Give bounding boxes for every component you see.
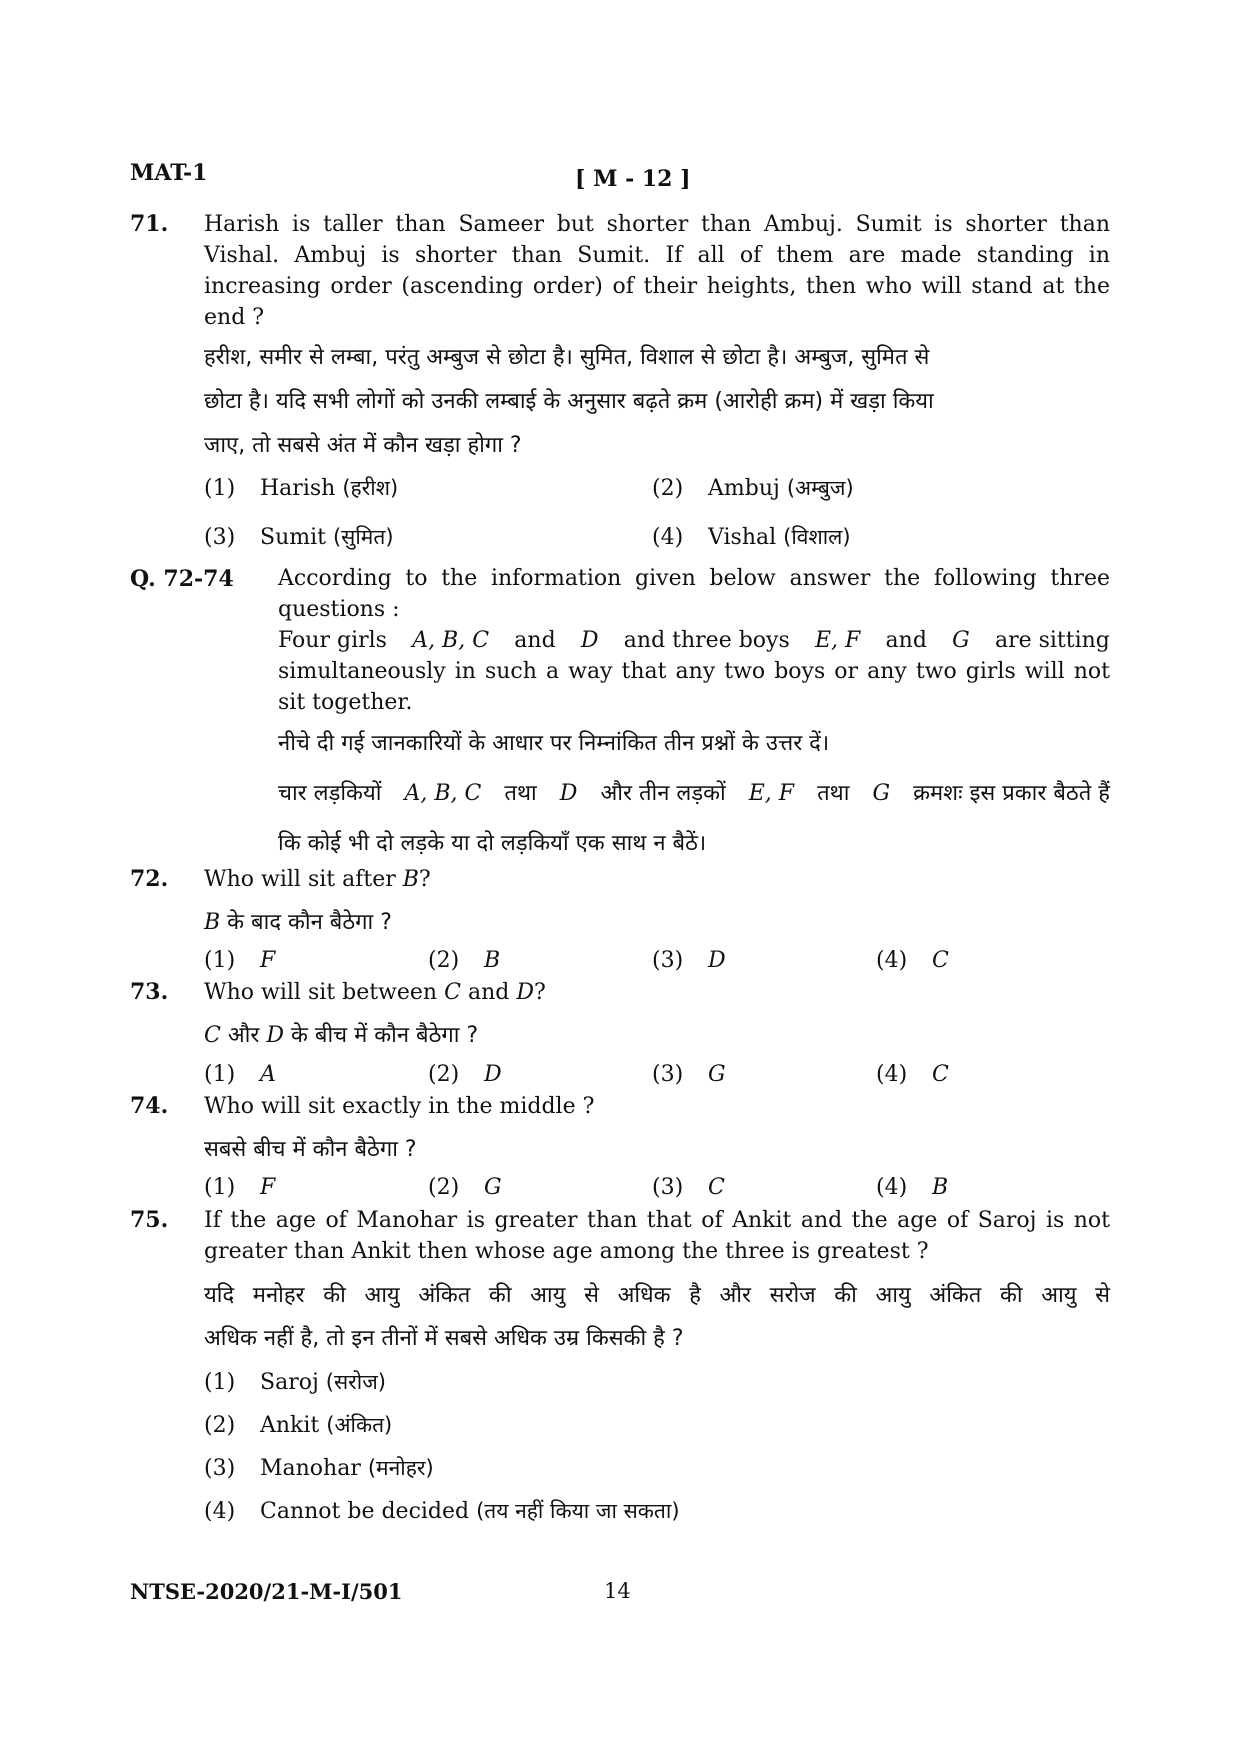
footer-page-number: 14 [604, 1579, 631, 1603]
question-73-option-3: (3) G [652, 1062, 726, 1087]
question-71-hindi-line-1: हरीश, समीर से लम्बा, परंतु अम्बुज से छोटा है। सुमित, विशाल से छोटा है। अम्बुज, सुमित से [204, 345, 930, 370]
question-72-option-1: (1) F [204, 948, 276, 973]
question-75-hindi-line-2: अधिक नहीं है, तो इन तीनों में सबसे अधिक उम्र किसकी है ? [204, 1326, 684, 1351]
passage-english-line-1: Four girls A, B, C and D and three boys E, F and G are sitting [278, 628, 1110, 653]
question-73-option-1: (1) A [204, 1062, 276, 1087]
passage-instruction-line-1: According to the information given below answer the following three [278, 566, 1110, 591]
question-71-option-1: (1) Harish (हरीश) [204, 476, 399, 501]
question-75-option-4: (4) Cannot be decided (तय नहीं किया जा सकता) [204, 1499, 680, 1524]
question-74-option-1: (1) F [204, 1175, 276, 1200]
question-75-option-1: (1) Saroj (सरोज) [204, 1370, 386, 1395]
question-71-option-4: (4) Vishal (विशाल) [652, 525, 851, 550]
question-71-option-3: (3) Sumit (सुमित) [204, 525, 394, 550]
page-label: [ M - 12 ] [575, 166, 691, 192]
question-74-option-4: (4) B [876, 1175, 949, 1200]
question-73-option-4: (4) C [876, 1062, 949, 1087]
question-number-75: 75. [130, 1207, 169, 1233]
question-71-option-2: (2) Ambuj (अम्बुज) [652, 476, 854, 501]
question-74-english: Who will sit exactly in the middle ? [204, 1094, 595, 1119]
question-74-hindi: सबसे बीच में कौन बैठेगा ? [204, 1137, 417, 1162]
question-74-option-3: (3) C [652, 1175, 725, 1200]
question-75-option-2: (2) Ankit (अंकित) [204, 1413, 393, 1438]
question-75-option-3: (3) Manohar (मनोहर) [204, 1456, 434, 1481]
passage-hindi-line-3: कि कोई भी दो लड़के या दो लड़कियाँ एक साथ न बैठें। [278, 831, 707, 856]
passage-english-line-2: simultaneously in such a way that any two boys or any two girls will not [278, 659, 1110, 684]
question-74-option-2: (2) G [428, 1175, 502, 1200]
passage-english-line-3: sit together. [278, 690, 413, 715]
paper-code: MAT-1 [130, 160, 208, 186]
passage-hindi-line-1: नीचे दी गई जानकारियों के आधार पर निम्नांकित तीन प्रश्नों के उत्तर दें। [278, 731, 830, 756]
passage-hindi-line-2: चार लड़कियों A, B, C तथा D और तीन लड़कों E, F तथा G क्रमशः इस प्रकार बैठते हैं [278, 781, 1110, 806]
question-number-72: 72. [130, 866, 169, 892]
question-number-74: 74. [130, 1093, 169, 1119]
question-72-hindi: B के बाद कौन बैठेगा ? [204, 910, 392, 935]
passage-instruction-line-2: questions : [278, 597, 400, 622]
question-71-hindi-line-3: जाए, तो सबसे अंत में कौन खड़ा होगा ? [204, 433, 522, 458]
question-75-english: If the age of Manohar is greater than that of Ankit and the age of Saroj is not greater than Ankit then whose age among the three is greatest ? [204, 1208, 1110, 1264]
question-72-option-2: (2) B [428, 948, 501, 973]
question-72-option-4: (4) C [876, 948, 949, 973]
question-73-option-2: (2) D [428, 1062, 502, 1087]
question-71-hindi-line-2: छोटा है। यदि सभी लोगों को उनकी लम्बाई के अनुसार बढ़ते क्रम (आरोही क्रम) में खड़ा किया [204, 389, 934, 414]
question-73-english: Who will sit between C and D? [204, 980, 546, 1005]
question-72-option-3: (3) D [652, 948, 726, 973]
passage-label: Q. 72-74 [130, 566, 234, 592]
question-73-hindi: C और D के बीच में कौन बैठेगा ? [204, 1023, 479, 1048]
question-number-73: 73. [130, 979, 169, 1005]
question-75-hindi-line-1: यदि मनोहर की आयु अंकित की आयु से अधिक है और सरोज की आयु अंकित की आयु से [204, 1283, 1110, 1308]
question-71-english: Harish is taller than Sameer but shorter than Ambuj. Sumit is shorter than Vishal. Ambuj is shorter than Sumit. If all of them are made standing in increasing order (ascending order) of their heights, then who will stand at the end ? [204, 212, 1110, 330]
question-number-71: 71. [130, 211, 169, 237]
question-72-english: Who will sit after B? [204, 867, 431, 892]
footer-paper-code: NTSE-2020/21-M-I/501 [130, 1579, 403, 1604]
